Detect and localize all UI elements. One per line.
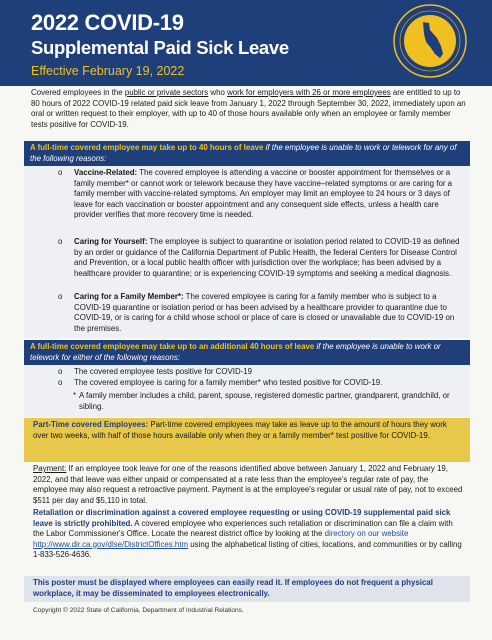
bullet-marker: o: [58, 367, 63, 376]
copyright: Copyright © 2022 State of California, Department of Industrial Relations.: [33, 607, 244, 614]
intro-paragraph: [31, 88, 467, 130]
district-offices-link[interactable]: http://www.dir.ca.gov/dlse/DistrictOffices.htm: [33, 539, 189, 549]
title-line2: Supplemental Paid Sick Leave: [31, 37, 289, 58]
section1-header-italic: if the employee is unable to work or telework for any of the following reasons:: [30, 143, 457, 163]
payment-paragraph: [33, 464, 463, 506]
caring-yourself-text: The employee is subject to quarantine or isolation period related to COVID-19 as defined by an order or guidance of the California Department of Public Health, the federal Centers for Disease Control and Prevention, or a local public health officer with jurisdiction over the workplace; has been advised by a healthcare provider to quarantine; or is experiencing COVID-19 symptoms and seeking a medical diagnosis.: [74, 237, 460, 278]
california-seal-icon: [393, 4, 467, 78]
poster-notice: This poster must be displayed where employees can easily read it. If employees do not frequent a physical workplace, it may be disseminated to employees electronically.: [33, 578, 433, 598]
section1-header-bold: A full-time covered employee may take up to 40 hours of leave: [30, 143, 264, 152]
bullet-marker: o: [58, 378, 63, 387]
vaccine-text: The covered employee is attending a vaccine or booster appointment for themselves or a family member* or cannot work or telework because they have vaccine–related symptoms or are caring for a family member with vaccine-related symptoms. An employer may limit an employee to 24 hours or 3 days of leave for each vaccination or booster appointment and any consequent side effects, unless a health care provider verifies that more recovery time is needed.: [74, 168, 453, 220]
list-item-vaccine: [58, 168, 462, 232]
caring-family-label: Caring for a Family Member*:: [74, 292, 184, 301]
family-member-definition-text: A family member includes a child, parent, spouse, registered domestic partner, grandparent, grandchild, or sibling.: [79, 391, 450, 411]
effective-date: Effective February 19, 2022: [31, 64, 185, 78]
list-item-caring-family: [58, 292, 462, 336]
section2-header-bold: A full-time covered employee may take up to an additional 40 hours of leave: [30, 342, 315, 351]
tests-positive-text: The covered employee tests positive for COVID-19: [74, 367, 253, 376]
intro-text-a: Covered employees in the: [31, 88, 125, 97]
list-item-caring-yourself: [58, 237, 462, 291]
part-time-label: Part-Time covered Employees:: [33, 420, 149, 429]
list-item-family-positive: [58, 378, 462, 389]
intro-underline-employers: work for employers with 26 or more employees: [227, 88, 391, 97]
bullet-marker: o: [58, 292, 63, 301]
caring-family-text: The covered employee is caring for a family member who is subject to a COVID-19 quarantine or isolation period or has been advised by a healthcare provider to quarantine due to COVID-19, or is caring for a child whose school or place of care is closed or unavailable due to COVID-19 on the premises.: [74, 292, 455, 333]
section2-header-italic: if the employee is unable to work or telework for either of the following reasons:: [30, 342, 441, 362]
part-time-text: Part-time covered employees may take as leave up to the amount of hours they work over two weeks, with half of those hours available only when they or a family member* test positive for COVID-19.: [33, 420, 447, 440]
payment-label: Payment:: [33, 464, 67, 473]
section2-header: [24, 340, 470, 365]
bullet-marker: o: [58, 168, 63, 177]
intro-text-c: are entitled to up to 80 hours of 2022 COVID-19 related paid sick leave from January 1, 2022 through September 30, 2022, immediately upon an oral or written request to their employer, with up to 40 of those hours available only when an employee or family member tests positive for COVID-19.: [31, 88, 466, 129]
caring-yourself-label: Caring for Yourself:: [74, 237, 148, 246]
bullet-marker: o: [58, 237, 63, 246]
part-time-paragraph: [33, 420, 461, 441]
retaliation-text-a: A covered employee who experiences such retaliation or discrimination can file a claim with the Labor Commissioner's Office. Locate the nearest district office by looking at the: [33, 518, 453, 539]
list-item-tests-positive: [58, 367, 462, 378]
footnote-marker: *: [73, 391, 77, 400]
section1-header: [24, 141, 470, 166]
title-line1: 2022 COVID-19: [31, 10, 184, 35]
vaccine-label: Vaccine-Related:: [74, 168, 138, 177]
retaliation-text-b: using the alphabetical listing of cities, locations, and communities or by calling 1-833-526-4636.: [33, 539, 462, 560]
directory-link[interactable]: directory on our website: [324, 529, 409, 539]
payment-text: If an employee took leave for one of the reasons identified above between January 1, 2022 and February 19, 2022, and that leave was either unpaid or compensated at a rate less than the employee's regular rate of pay, the employee may also request a retroactive payment. Payment is at the employee's regular or usual rate of pay, not to exceed $511 per day and $5,110 in total.: [33, 464, 463, 505]
retaliation-paragraph: [33, 508, 463, 561]
intro-text-b: who: [208, 88, 228, 97]
family-member-definition: [73, 391, 459, 412]
family-positive-text: The covered employee is caring for a family member* who tested positive for COVID-19.: [74, 378, 383, 387]
intro-underline-sectors: public or private sectors: [124, 88, 209, 97]
retaliation-bold: Retaliation or discrimination against a covered employee requesting or using COVID-19 supplemental paid sick leave is strictly prohibited.: [33, 508, 451, 528]
